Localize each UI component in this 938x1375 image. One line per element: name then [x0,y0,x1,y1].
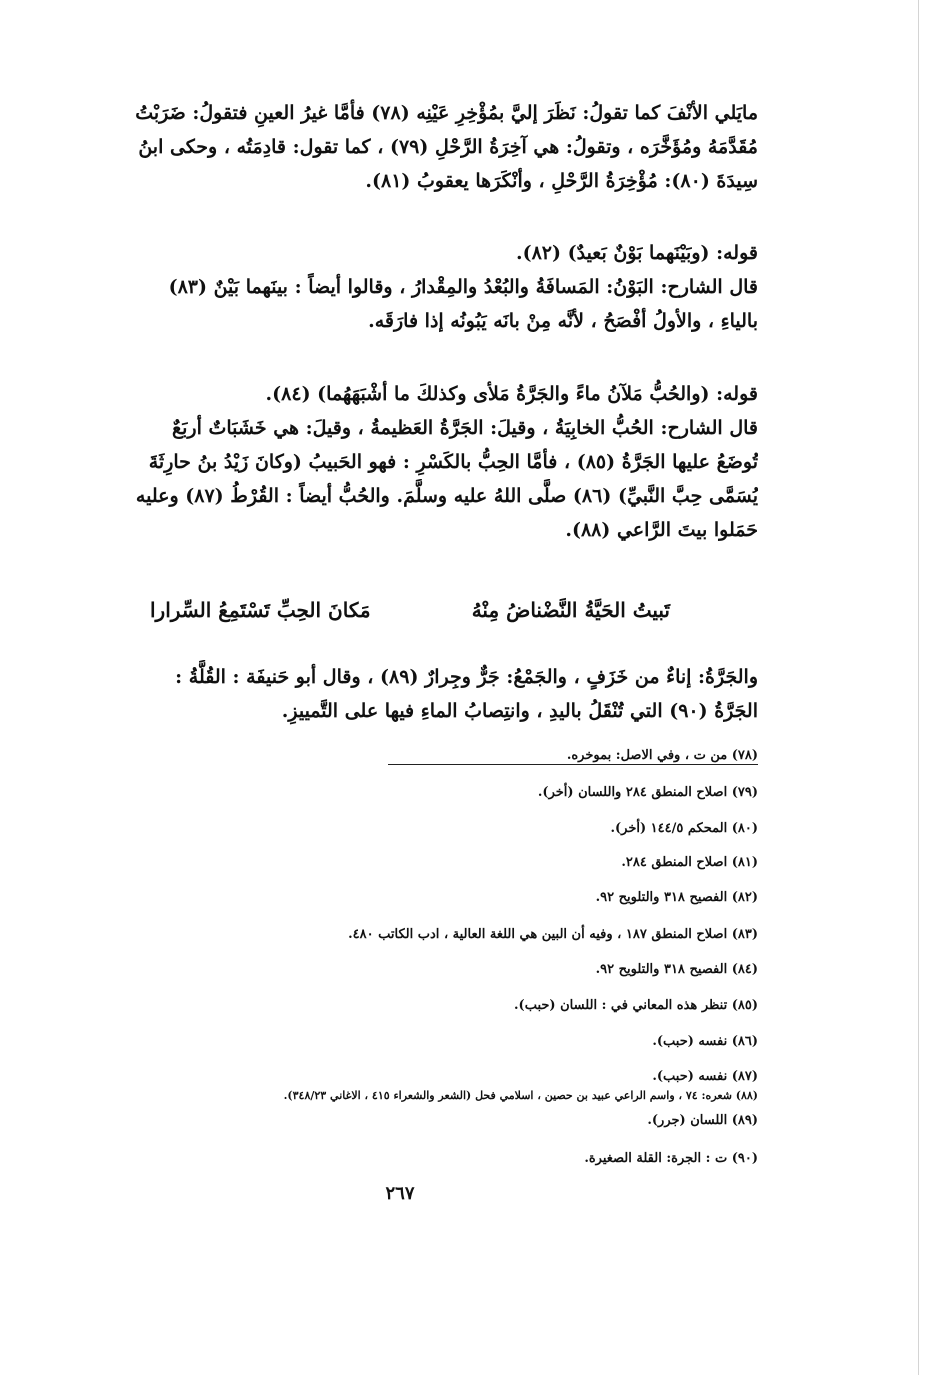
text-line: قال الشارح: البَوْنُ: المَسافَةُ والبُعْدُ والمِقْدارُ ، وقالوا أيضاً : بينَهما بَيْنٌ (٨٣) [168,276,758,298]
footnote: (٩٠) ت : الجرة: القلة الصغيرة. [584,1151,758,1166]
footnote: (٨٠) المحكم ١٤٤/٥ (أخر). [610,821,758,836]
text-line: تُوضَعُ عليها الجَرَّةُ (٨٥) ، فأمَّا الحِبُّ بالكَسْرِ : فهو الحَبيبُ (وكانَ زَيْدُ بنُ حارِثَةَ [148,451,758,473]
footnote: (٨٤) الفصيح ٣١٨ والتلويح ٩٢. [595,962,758,977]
footnote: (٨٢) الفصيح ٣١٨ والتلويح ٩٢. [595,890,758,905]
verse-first-hemistich: تَبيتُ الحَيَّةُ النَّضْناضُ مِنْهُ [471,598,670,622]
footnote: (٨١) اصلاح المنطق ٢٨٤. [621,855,758,870]
footnote: (٨٨) شعره: ٧٤ ، واسم الراعي عبيد بن حصين ، اسلامي فحل (الشعر والشعراء ٤١٥ ، الاغاني ٣٤٨/٢٣). [283,1089,758,1102]
footnote: (٨٩) اللسان (جرر). [647,1113,758,1128]
text-line: قوله: (وبَيْنَهما بَوْنٌ بَعيدٌ) (٨٢). [515,242,758,264]
footnote: (٨٦) نفسه (حبب). [652,1034,758,1049]
page-edge-line [918,0,919,1375]
text-line: قوله: (والحُبُّ مَلآنُ ماءً والجَرَّةُ مَلأى وكذلكَ ما أشْبَهَهُما) (٨٤). [265,383,758,405]
text-line: يُسَمَّى حِبَّ النَّبيِّ) (٨٦) صلَّى اللهُ عليه وسلَّمَ. والحُبُّ أيضاً : القُرْطُ (٨٧) وعليه [135,485,758,507]
text-line: والجَرَّةُ: إناءٌ من خَزَفٍ ، والجَمْعُ: جَرٌّ وجِرارٌ (٨٩) ، وقال أبو حَنيفَة : القُلَّةُ : [175,666,758,688]
text-line: حَمَلوا بيتَ الرَّاعي (٨٨). [565,519,758,541]
text-line: مُقَدَّمَهُ ومُؤَخَّرَه ، وتقولُ: هي آخِرَةُ الرَّحْلِ (٧٩) ، كما تقول: قادِمَتُه ، وحكى ابنُ [138,136,758,158]
text-line: قال الشارح: الحُبُّ الخابِيَةُ ، وقيلَ: الجَرَّةُ العَظيمةُ ، وقيلَ: هي خَشَبَاتٌ أربَعٌ [172,417,758,439]
footnote: (٨٧) نفسه (حبب). [652,1069,758,1084]
page-number: ٢٦٧ [385,1183,415,1204]
verse-second-hemistich: مَكانَ الحِبِّ تَسْتَمِعُ السِّرارا [150,598,371,622]
footnote: (٨٣) اصلاح المنطق ١٨٧ ، وفيه أن البين هي اللغة العالية ، ادب الكاتب ٤٨٠. [348,927,758,942]
footnote: (٧٩) اصلاح المنطق ٢٨٤ واللسان (أخر). [537,785,758,800]
text-line: مايَلي الأنْفَ كما تقولُ: نَظَرَ إليَّ بمُؤْخِرِ عَيْنِه (٧٨) فأمَّا غيرُ العينِ فتقولُ: ضَرَبْتُ [135,102,758,124]
text-line: بالياءِ ، والأولُ أفْصَحُ ، لأنَّه مِنْ بانَه يَبُونُه إذا فارَقَه. [368,310,758,332]
footnote: (٧٨) من ت ، وفي الاصل: بموخره. [566,748,758,763]
footnotes [280,0,758,1375]
footnote: (٨٥) تنظر هذه المعاني في : اللسان (حبب). [514,998,758,1013]
text-line: الجَرَّةُ (٩٠) التي تُنْقَلُ باليدِ ، وانتِصابُ الماءِ فيها على التَّمييزِ. [281,700,758,722]
text-line: سِيدَةَ (٨٠): مُؤْخِرَةُ الرَّحْلِ ، وأنْكَرَها يعقوبُ (٨١). [365,170,758,192]
